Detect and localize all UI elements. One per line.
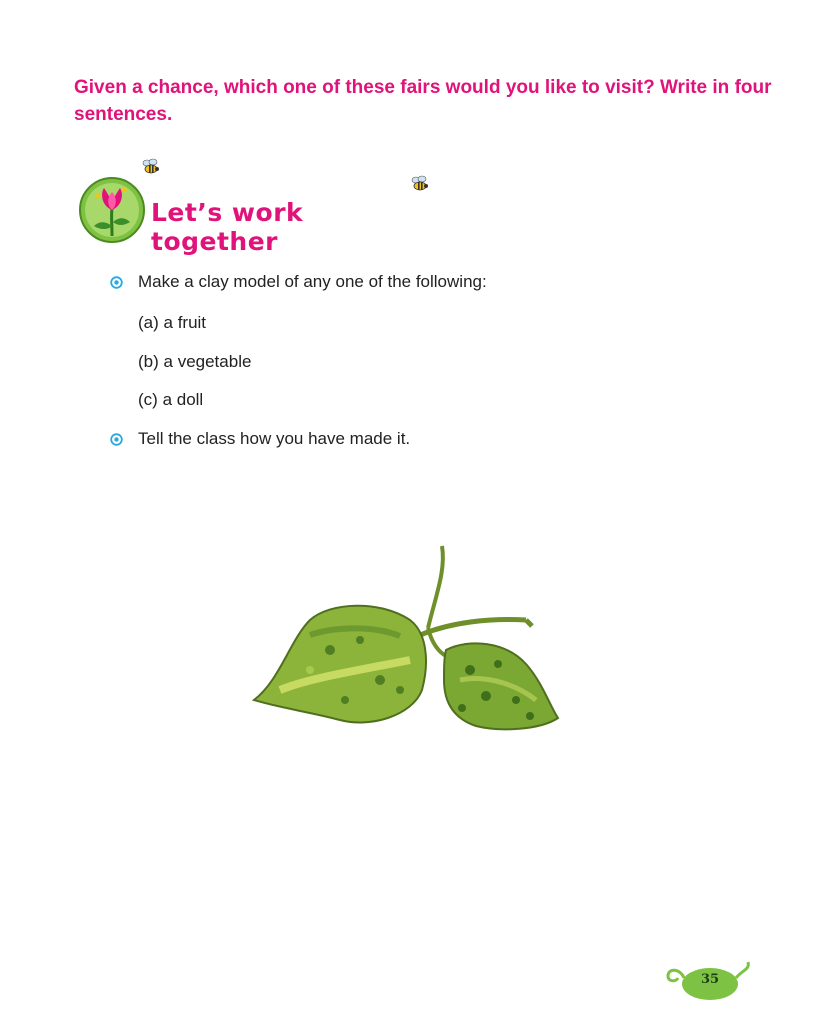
section-header xyxy=(78,176,438,256)
task-text: Make a clay model of any one of the following: xyxy=(138,272,487,291)
option-text: (b) a vegetable xyxy=(138,352,252,371)
bitter-gourd-illustration xyxy=(250,540,562,740)
circle-bullet-icon xyxy=(110,276,123,289)
section-title: Let’s work together xyxy=(151,198,304,256)
bee-icon xyxy=(141,158,161,176)
page-number: 35 xyxy=(700,972,720,987)
task-text: Tell the class how you have made it. xyxy=(138,429,411,448)
page-number-badge xyxy=(662,956,754,1006)
circle-bullet-icon xyxy=(110,433,123,446)
flower-badge-icon xyxy=(78,176,146,244)
option-text: (c) a doll xyxy=(138,390,204,409)
option-text: (a) a fruit xyxy=(138,313,207,332)
writing-prompt: Given a chance, which one of these fairs would you like to visit? Write in four sentences. xyxy=(74,77,772,125)
